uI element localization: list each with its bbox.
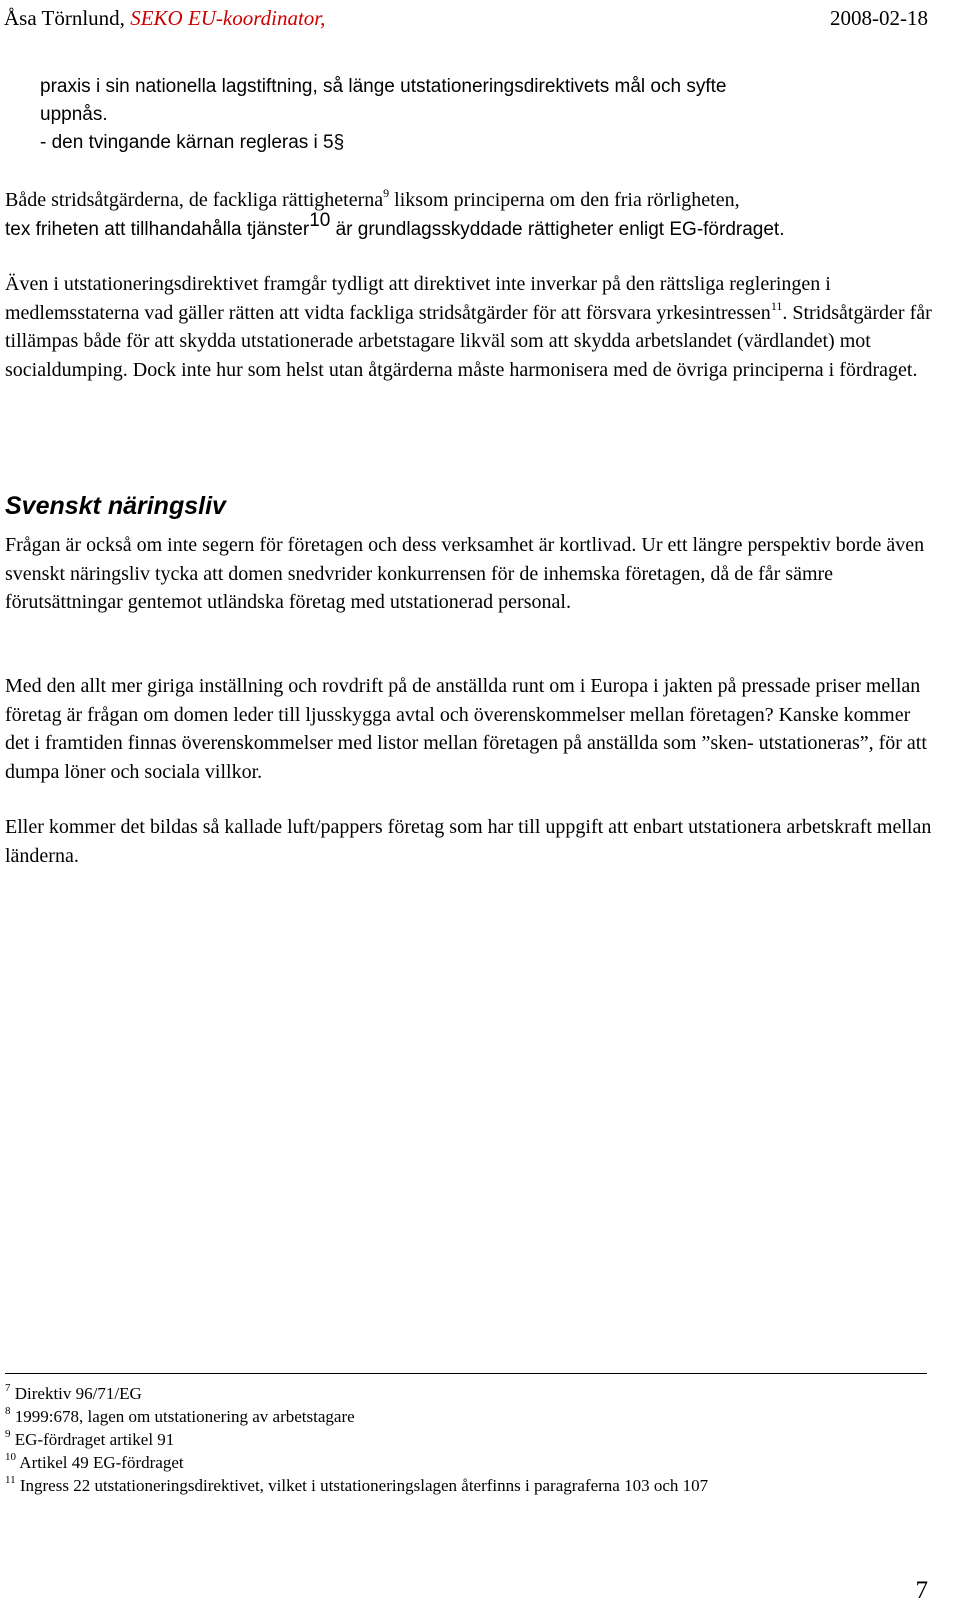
paragraph-shell-companies: Eller kommer det bildas så kallade luft/pappers företag som har till uppgift att enbart utstationera arbetskraft mellan länderna. <box>5 816 932 867</box>
paragraph-rights: Både stridsåtgärderna, de fackliga rättigheterna$^9$ liksom principerna om den fria rörligheten, tex friheten att tillhandahålla tjänster$^{10}$ är grundlagsskyddade rättigheter enligt EG-fördraget. <box>5 186 785 240</box>
footnote-ref-11: 11 <box>770 298 783 313</box>
intro-line-1: praxis i sin nationella lagstiftning, så länge utstationeringsdirektivets mål och syfte <box>40 76 727 97</box>
footnote-ref-9: 9 <box>383 186 390 200</box>
header-date: 2008-02-18 <box>830 6 928 30</box>
footnote-divider <box>5 1373 927 1374</box>
section-heading: Svenskt näringsliv <box>5 492 226 520</box>
footnote-7: $^7$ Direktiv 96/71/EG <box>5 1382 142 1403</box>
footnote-9: $^9$ EG-fördraget artikel 91 <box>5 1428 175 1449</box>
header-author: Åsa Törnlund, SEKO EU-koordinator, <box>4 6 326 30</box>
header-role: SEKO EU-koordinator, <box>130 6 326 30</box>
page-header <box>0 4 928 36</box>
paragraph-greed: Med den allt mer giriga inställning och rovdrift på de anställda runt om i Europa i jakten på pressade priser mellan företag är frågan om domen leder till ljusskygga avtal och överenskommelser mellan företagen? Kanske kommer det i framtiden finnas överenskommelser med listor mellan företagen på anställda som ”sken- utstationeras”, för att dumpa löner och sociala villkor. <box>5 675 927 783</box>
footnote-11: $^{11}$ Ingress 22 utstationeringsdirektivet, vilket i utstationeringslagen återfinns i paragraferna 103 och 107 <box>5 1474 709 1495</box>
footnote-8: $^8$ 1999:678, lagen om utstationering av arbetstagare <box>5 1405 355 1426</box>
paragraph-directive: Även i utstationeringsdirektivet framgår tydligt att direktivet inte inverkar på den rättsliga regleringen i medlemsstaterna vad gäller rätten att vidta fackliga stridsåtgärder för att försvara yrkesintressen$^{11}$. Stridsåtgärder får tillämpas både för att skydda utstationerade arbetstagare likväl som att skydda arbetslandet (värdlandet) mot socialdumping. Dock inte hur som helst utan åtgärderna måste harmonisera med de övriga principerna i fördraget. <box>5 273 932 381</box>
footnote-10: $^{10}$ Artikel 49 EG-fördraget <box>5 1451 184 1472</box>
footnote-ref-10: 10 <box>309 209 331 231</box>
paragraph-business: Frågan är också om inte segern för företagen och dess verksamhet är kortlivad. Ur ett längre perspektiv borde även svenskt näringsliv tycka att domen snedvrider konkurrensen för de inhemska företagen, då de får sämre förutsättningar gentemot utländska företag med utstationerad personal. <box>5 534 925 613</box>
intro-line-2: uppnås. <box>40 104 108 125</box>
page-number: 7 <box>915 1577 928 1604</box>
intro-line-3: - den tvingande kärnan regleras i 5§ <box>40 132 345 153</box>
